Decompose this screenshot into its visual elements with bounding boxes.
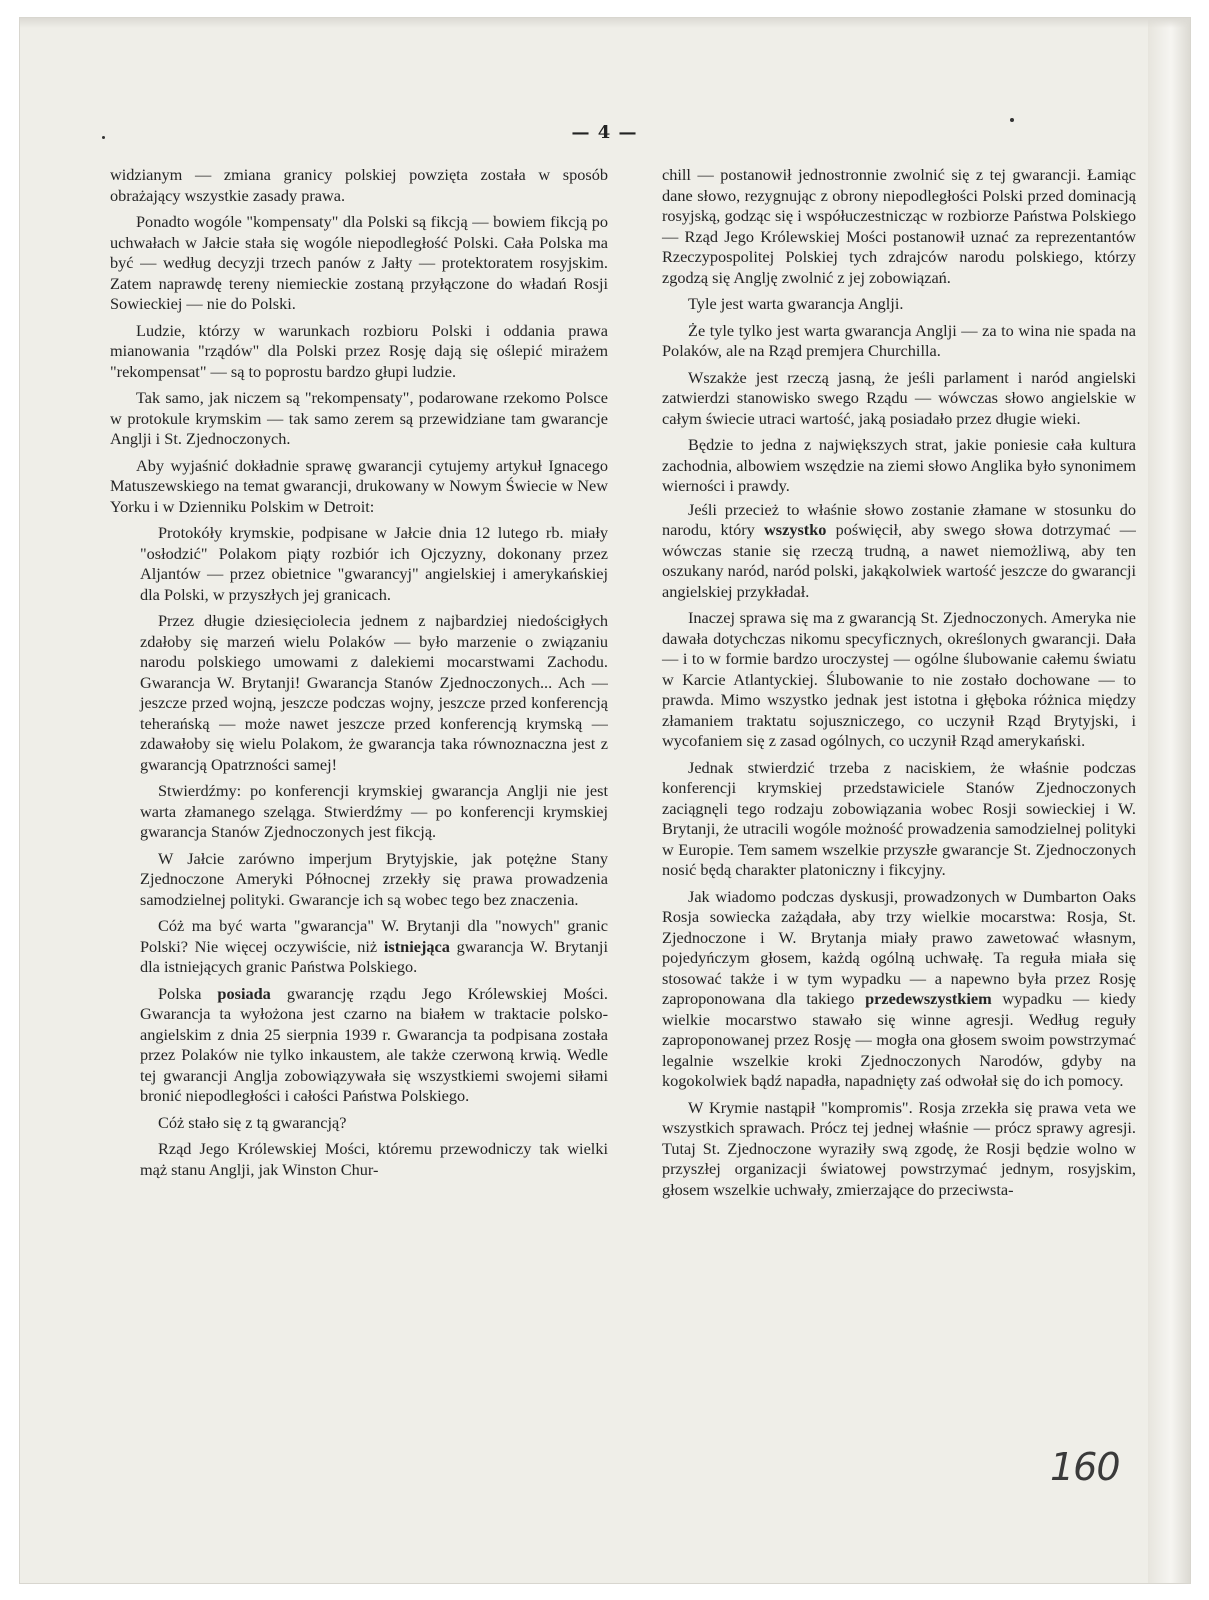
text-run: poświęcił, aby swego słowa dotrzymać — wówczas stanie się rzeczą trudną, a nawet niemożliwą, aby ten oszukany naród, naród polski, jakąkolwiek wartość jeszcze do gwarancji angielskiej przykładał. (662, 520, 1136, 601)
text-run: gwarancję rządu Jego Królewskiej Mości. Gwarancja ta wyłożona jest czarno na białem w traktacie polsko-angielskim z dnia 25 sierpnia 1939 r. Gwarancja ta podpisana została przez Polaków nie tylko inkaustem, ale także czerwoną krwią. Wedle tej gwarancji Anglja zobowiązywała się wszystkiemi swojemi siłami bronić niepodległości i całości Państwa Polskiego. (140, 983, 608, 1105)
page-number: — 4 — (571, 122, 638, 143)
quote-paragraph (662, 887, 1136, 1092)
paragraph: Ludzie, którzy w warunkach rozbioru Polski i oddania prawa mianowania "rządów" dla Polski przez Rosję dają się oślepić mirażem "rekompensat" — są to poprostu bardzo głupi ludzie. (110, 320, 608, 381)
quote-paragraph: Tyle jest warta gwarancja Anglji. (688, 294, 904, 313)
quote-paragraph: W Jałcie zarówno imperjum Brytyjskie, jak potężne Stany Zjednoczone Ameryki Północnej zrzekły się prawa prowadzenia samodzielnej polityki. Gwarancje ich są wobec tego bez znaczenia. (140, 848, 608, 909)
quote-paragraph (140, 984, 608, 1107)
text-run: wypadku — kiedy wielkie mocarstwo stawało się winne agresji. Według reguły zaproponowanej przez Rosję — mogła ona głosem swoim powstrzymać legalnie wszelkie kroki Zjednoczonych Narodów, gdyby na kogokolwiek bądź napadła, napadnięty zaś odwołał się do ich pomocy. (662, 989, 1136, 1090)
quote-paragraph (140, 916, 608, 978)
quote-paragraph: Cóż stało się z tą gwarancją? (158, 1112, 347, 1132)
quote-paragraph: Wszakże jest rzeczą jasną, że jeśli parlament i naród angielski zatwierdzi stanowisko swego Rządu — wówczas słowo angielskie w całym świecie utraci wartość, jaką posiadało przez długie wieki. (662, 367, 1136, 428)
bold-text: posiada (217, 983, 271, 1003)
left-column (110, 165, 608, 1535)
bold-text: wszystko (764, 520, 827, 539)
right-column (650, 165, 1136, 1535)
quote-paragraph: Stwierdźmy: po konferencji krymskiej gwarancja Anglji nie jest warta złamanego szeląga. Stwierdźmy — po konferencji krymskiej gwarancja Stanów Zjednoczonych jest fikcją. (140, 781, 608, 841)
ink-speck (102, 136, 105, 139)
quote-paragraph: Rząd Jego Królewskiej Mości, któremu przewodniczy tak wielki mąż stanu Anglji, jak Winston Chur- (140, 1139, 608, 1179)
handwritten-page-number: 160 (1050, 1445, 1120, 1489)
text-run: Jeśli przecież to właśnie słowo zostanie złamane w stosunku do narodu, który (662, 499, 1136, 539)
quote-paragraph: Będzie to jedna z największych strat, jakie poniesie cała kultura zachodnia, albowiem wszędzie na ziemi słowo Anglika było synonimem wierności i prawdy. (662, 435, 1136, 495)
page-top-shadow (20, 18, 1190, 28)
quote-paragraph: Protokóły krymskie, podpisane w Jałcie dnia 12 lutego rb. miały "osłodzić" Polakom piąty rozbiór ich Ojczyzny, dokonany przez Aljantów — przez obietnice "gwarancyj" angielskiej i amerykańskiej dla Polski, w przyszłych jej granicach. (140, 523, 608, 604)
quote-paragraph: chill — postanowił jednostronnie zwolnić się z tej gwarancji. Łamiąc dane słowo, rezygnując z obrony niepodległości Polski przed dominacją rosyjską, godząc się i współuczestnicząc w rozbiorze Państwa Polskiego — Rząd Jego Królewskiej Mości postanowił uznać za reprezentantów Rzeczypospolitej Polskiej tych zdrajców narodu polskiego, którzy zgodzą się Anglję zwolnić z jej zobowiązań. (662, 165, 1136, 287)
quote-paragraph: Że tyle tylko jest warta gwarancja Anglji — za to wina nie spada na Polaków, ale na Rząd premjera Churchilla. (662, 320, 1136, 360)
text-run: Polska (158, 983, 202, 1003)
quote-paragraph (662, 500, 1136, 603)
quote-paragraph: Jednak stwierdzić trzeba z naciskiem, że właśnie podczas konferencji krymskiej przedstawiciele Stanów Zjednoczonych zaciągnęli tego rodzaju zobowiązania wobec Rosji sowieckiej i W. Brytanji, że utracili wogóle możność prowadzenia samodzielnej polityki w Europie. Tem samem wszelkie przyszłe gwarancje St. Zjednoczonych nosić będą charakter platoniczny i fikcyjny. (662, 757, 1136, 879)
quote-paragraph: Przez długie dziesięciolecia jednem z najbardziej niedościgłych zdałoby się marzeń wielu Polaków — było marzenie o związaniu narodu polskiego umowami z dalekiemi mocarstwami Zachodu. Gwarancja W. Brytanji! Gwarancja Stanów Zjednoczonych... Ach — jeszcze przed wojną, jeszcze podczas wojny, jeszcze przed konferencją teherańską — może nawet jeszcze przed konferencją krymską — zdawałoby się wielu Polakom, że gwarancja taka równoznaczna jest z gwarancją Opatrzności samej! (140, 611, 608, 774)
quote-paragraph: Inaczej sprawa się ma z gwarancją St. Zjednoczonych. Ameryka nie dawała dotychczas nikomu specyficznych, określonych gwarancji. Dała — i to w formie bardzo uroczystej — ogólne ślubowanie całemu światu w Karcie Atlantyckiej. Ślubowanie to nie zostało dochowane — to prawda. Mimo wszystko jednak jest istotna i głęboka różnica między złamaniem traktatu sojuszniczego, co uczynił Rząd Brytyjski, i wycofaniem się z zasad ogólnych, co uczynił Rząd amerykański. (662, 608, 1136, 750)
quote-paragraph: W Krymie nastąpił "kompromis". Rosja zrzekła się prawa veta we wszystkich sprawach. Prócz tej jednej właśnie — prócz sprawy agresji. Tutaj St. Zjednoczone wyraziły swą zgodę, że Rosji będzie wolno w przyszłej organizacji światowej powstrzymać jednym, rosyjskim, głosem wszelkie uchwały, zmierzające do przeciwsta- (662, 1097, 1136, 1199)
bold-text: przedewszystkiem (865, 989, 992, 1008)
text-run: Jak wiadomo podczas dyskusji, prowadzonych w Dumbarton Oaks Rosja sowiecka zażądała, aby trzy wielkie mocarstwa: Rosja, St. Zjednoczone i W. Brytanja miały prawo zawetować własnym, pojedyńczym głosem, każdą ogólną uchwałę. Ta reguła miała się stosować także i w tym wypadku — a napewno była przez Rosję zaproponowana dla takiego (662, 886, 1136, 1008)
paragraph: Ponadto wogóle "kompensaty" dla Polski są fikcją — bowiem fikcją po uchwałach w Jałcie stała się wogóle niepodległość Polski. Cała Polska ma być — według decyzji trzech panów z Jałty — protektoratem rosyjskim. Zatem naprawdę tereny niemieckie zostaną przyłączone do władań Rosji Sowieckiej — nie do Polski. (110, 212, 608, 313)
paragraph: Aby wyjaśnić dokładnie sprawę gwarancji cytujemy artykuł Ignacego Matuszewskiego na temat gwarancji, drukowany w Nowym Świecie w New Yorku i w Dzienniku Polskim w Detroit: (110, 455, 608, 516)
page-fold-edge (1148, 18, 1190, 1583)
ink-speck (1010, 118, 1014, 122)
text-run: Cóż ma być warta "gwarancja" W. Brytanji dla "nowych" granic Polski? Nie więcej oczywiście, niż (140, 916, 608, 956)
paragraph: widzianym — zmiana granicy polskiej powzięta została w sposób obrażający wszystkie zasady prawa. (110, 165, 608, 205)
paragraph: Tak samo, jak niczem są "rekompensaty", podarowane rzekomo Polsce w protokule krymskim — tak samo zerem są przewidziane tam gwarancje Anglji i St. Zjednoczonych. (110, 388, 608, 448)
bold-text: istniejąca (383, 936, 450, 956)
text-run: gwarancja W. Brytanji dla istniejących granic Państwa Polskiego. (140, 936, 608, 976)
